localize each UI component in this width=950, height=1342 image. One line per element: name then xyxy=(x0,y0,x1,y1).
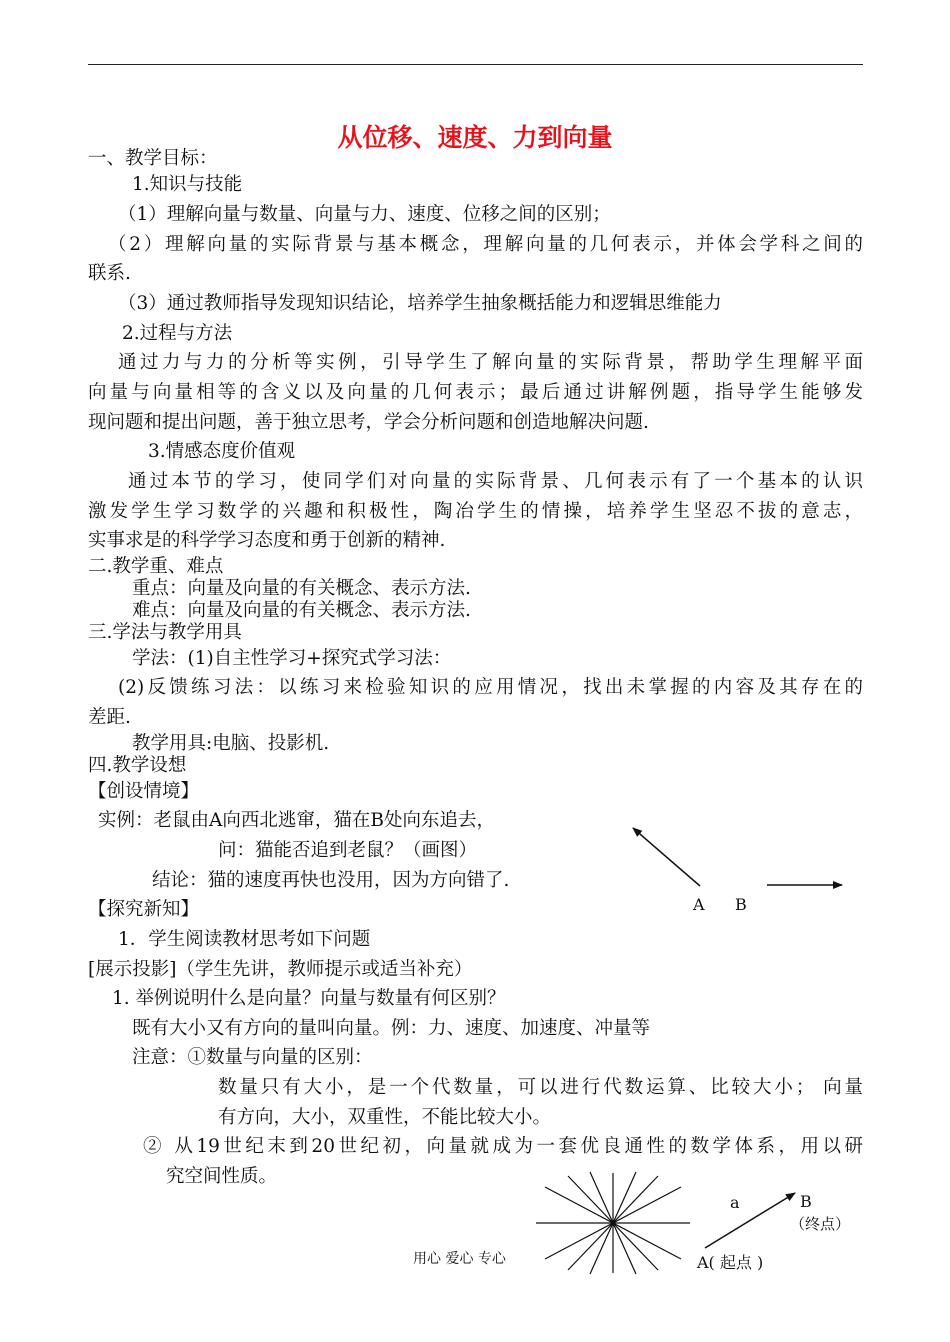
endpoint-caption: （终点） xyxy=(790,1215,851,1233)
subsection-1-2: 2.过程与方法 xyxy=(122,323,233,344)
note-2-line-2: 究空间性质。 xyxy=(166,1166,278,1187)
star-of-lines xyxy=(536,1172,690,1274)
create-scenario-heading: 【创设情境】 xyxy=(88,781,200,802)
section-2-heading: 二.教学重、难点 xyxy=(88,556,224,577)
paragraph-2-line-2: 联系. xyxy=(88,263,131,284)
subsection-1-3: 3.情感态度价值观 xyxy=(148,441,296,462)
vector-ab-arrow xyxy=(705,1193,795,1248)
subsection-1-1: 1.知识与技能 xyxy=(132,174,243,195)
question-1: 1．学生阅读教材思考如下问题 xyxy=(118,929,371,950)
paragraph-3: （3）通过教师指导发现知识结论，培养学生抽象概括能力和逻辑思维能力 xyxy=(118,293,722,314)
point-a-label: A xyxy=(693,895,705,914)
mouse-direction-arrow xyxy=(633,828,700,886)
section-1-heading: 一、教学目标： xyxy=(88,148,218,169)
paragraph-4-line-3: 现问题和提出问题，善于独立思考，学会分析问题和创造地解决问题. xyxy=(88,412,649,433)
note-1-heading: 注意：①数量与向量的区别： xyxy=(132,1047,373,1068)
method-2-line-2: 差距. xyxy=(88,707,131,728)
note-2-line-1: ② 从19世纪末到20世纪初，向量就成为一套优良通性的数学体系，用以研 xyxy=(143,1136,863,1157)
explore-heading: 【探究新知】 xyxy=(88,899,200,920)
startpoint-label: A( 起点 ) xyxy=(697,1253,764,1272)
difficult-point: 难点：向量及向量的有关概念、表示方法. xyxy=(132,600,471,621)
question-2: 1. 举例说明什么是向量？向量与数量有何区别？ xyxy=(112,988,506,1009)
question-line: 问：猫能否追到老鼠？（画图） xyxy=(218,840,478,861)
method-1: 学法：(1)自主性学习+探究式学习法： xyxy=(132,648,452,669)
note-1-line-2: 有方向，大小，双重性，不能比较大小。 xyxy=(218,1107,552,1128)
paragraph-5-line-3: 实事求是的科学学习态度和勇于创新的精神. xyxy=(88,530,446,551)
example-line: 实例：老鼠由A向西北逃窜，猫在B处向东追去， xyxy=(98,810,495,831)
paragraph-5-line-2: 激发学生学习数学的兴趣和积极性，陶冶学生的情操，培养学生坚忍不拔的意志， xyxy=(88,501,863,522)
conclusion-line: 结论：猫的速度再快也没用，因为方向错了. xyxy=(152,870,510,891)
vector-a-label: a xyxy=(730,1193,740,1212)
page-footer: 用心 爱心 专心 xyxy=(413,1251,506,1267)
section-3-heading: 三.学法与教学用具 xyxy=(88,622,242,643)
method-2-line-1: (2)反馈练习法：以练习来检验知识的应用情况，找出未掌握的内容及其存在的 xyxy=(118,677,863,698)
endpoint-b-label: B xyxy=(800,1192,812,1211)
teaching-tools: 教学用具:电脑、投影机. xyxy=(132,733,330,754)
paragraph-4-line-1: 通过力与力的分析等实例，引导学生了解向量的实际背景，帮助学生理解平面 xyxy=(118,352,863,373)
point-b-label: B xyxy=(735,895,747,914)
paragraph-4-line-2: 向量与向量相等的含义以及向量的几何表示；最后通过讲解例题，指导学生能够发 xyxy=(88,382,863,403)
key-point: 重点：向量及向量的有关概念、表示方法. xyxy=(132,578,471,599)
paragraph-2-line-1: （2）理解向量的实际背景与基本概念，理解向量的几何表示，并体会学科之间的 xyxy=(108,234,863,255)
projection-note: [展示投影]（学生先讲，教师提示或适当补充） xyxy=(88,959,473,980)
page-title: 从位移、速度、力到向量 xyxy=(337,123,613,152)
paragraph-1: （1）理解向量与数量、向量与力、速度、位移之间的区别； xyxy=(118,204,611,225)
section-4-heading: 四.教学设想 xyxy=(88,755,187,776)
note-1-line-1: 数量只有大小，是一个代数量，可以进行代数运算、比较大小； 向量 xyxy=(218,1077,863,1098)
vector-definition: 既有大小又有方向的量叫向量。例：力、速度、加速度、冲量等 xyxy=(132,1018,651,1039)
paragraph-5-line-1: 通过本节的学习，使同学们对向量的实际背景、几何表示有了一个基本的认识 xyxy=(128,471,863,492)
